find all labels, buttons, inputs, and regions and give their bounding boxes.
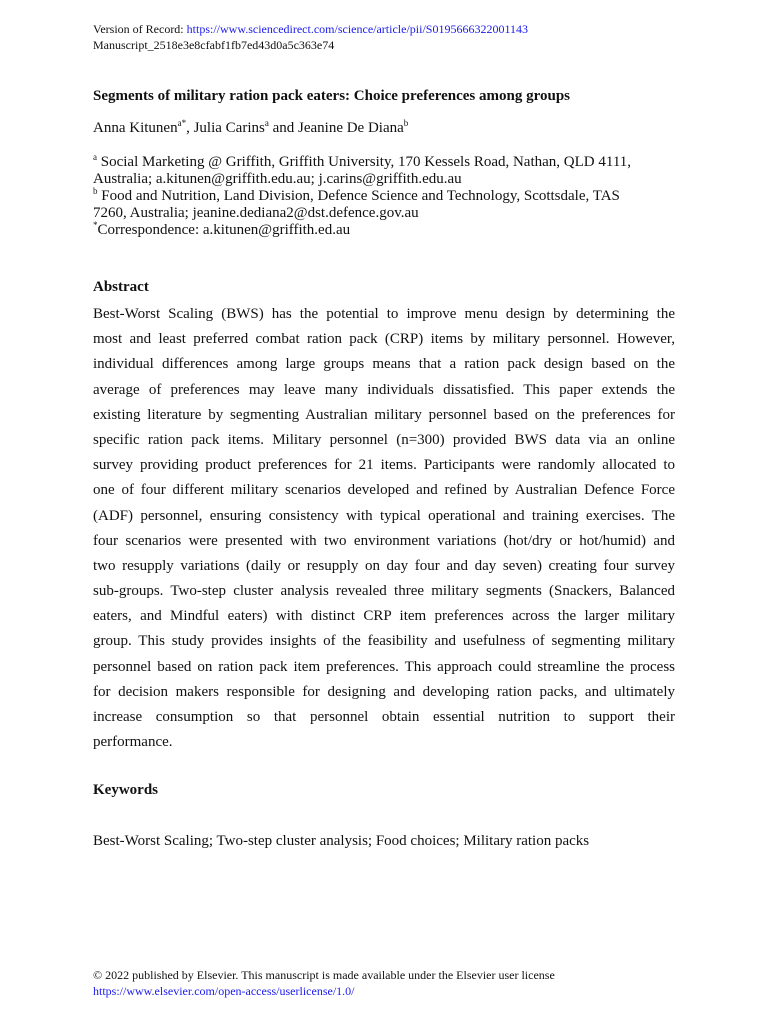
abstract-line: two resupply variations (daily or resupply on day four and day seven) creating four survey (93, 557, 675, 574)
version-of-record-line (93, 22, 528, 36)
affiliation-b-line: 7260, Australia; jeanine.dediana2@dst.defence.gov.au (93, 205, 419, 221)
affiliation-text: Food and Nutrition, Land Division, Defence Science and Technology, Scottsdale, TAS (97, 188, 620, 204)
abstract-line: specific ration pack items. Military personnel (n=300) provided BWS data via an online (93, 431, 675, 448)
abstract-line: performance. (93, 734, 173, 751)
author-name: Anna Kitunen (93, 120, 178, 136)
abstract-line: most and least preferred combat ration pack (CRP) items by military personnel. However, (93, 331, 675, 348)
author-affiliation-marker: a (264, 118, 269, 128)
author-list (93, 120, 408, 137)
abstract-line: individual differences among large groups means that a ration pack design based on the (93, 356, 675, 373)
abstract-heading: Abstract (93, 279, 149, 295)
abstract-line: sub-groups. Two-step cluster analysis revealed three military segments (Snackers, Balanced (93, 583, 675, 600)
abstract-line: increase consumption so that personnel obtain essential nutrition to support their (93, 709, 675, 725)
author-separator: and (268, 120, 298, 136)
abstract-line: average of preferences may leave many individuals dissatisfied. This paper extends the (93, 381, 675, 398)
abstract-line: existing literature by segmenting Australian military personnel based on the preferences for (93, 406, 675, 423)
abstract-line: (ADF) personnel, ensuring consistency with typical operational and training exercises. The (93, 507, 675, 524)
abstract-line: personnel based on ration pack item preferences. This approach could streamline the process (93, 658, 675, 675)
version-label: Version of Record: (93, 22, 187, 36)
affiliation-marker: b (93, 186, 98, 196)
affiliation-text: Social Marketing @ Griffith, Griffith University, 170 Kessels Road, Nathan, QLD 4111, (97, 154, 632, 170)
author-separator: , (186, 120, 194, 136)
author-affiliation-marker: a* (177, 118, 187, 128)
author-affiliation-marker: b (403, 118, 409, 128)
license-link[interactable]: https://www.elsevier.com/open-access/userlicense/1.0/ (93, 984, 355, 998)
abstract-body (93, 302, 675, 755)
affiliation-marker: a (93, 152, 97, 162)
keywords-heading: Keywords (93, 782, 158, 798)
affiliation-a-line: Australia; a.kitunen@griffith.edu.au; j.carins@griffith.edu.au (93, 171, 462, 187)
author-name: Jeanine De Diana (298, 120, 404, 136)
paper-title: Segments of military ration pack eaters: Choice preferences among groups (93, 88, 571, 104)
license-link-line (93, 984, 354, 998)
abstract-line: group. This study provides insights of the feasibility and usefulness of segmenting military (93, 633, 675, 650)
abstract-line: one of four different military scenarios developed and refined by Australian Defence Force (93, 482, 675, 499)
author-name: Julia Carins (193, 120, 265, 136)
affiliation-b-line (93, 188, 683, 205)
manuscript-id: Manuscript_2518e3e8cfabf1fb7ed43d0a5c363e74 (93, 38, 335, 52)
keywords-text: Best-Worst Scaling; Two-step cluster analysis; Food choices; Military ration packs (93, 833, 590, 849)
correspondence-marker: * (93, 220, 98, 230)
version-of-record-link[interactable]: https://www.sciencedirect.com/science/article/pii/S0195666322001143 (186, 22, 529, 36)
correspondence-text: Correspondence: a.kitunen@griffith.ed.au (97, 222, 351, 238)
affiliations (93, 154, 683, 239)
abstract-line: Best-Worst Scaling (BWS) has the potential to improve menu design by determining the (93, 306, 675, 322)
affiliation-a-line (93, 154, 683, 171)
correspondence-line (93, 222, 683, 239)
license-text: © 2022 published by Elsevier. This manuscript is made available under the Elsevier user license (93, 968, 555, 982)
abstract-line: survey providing product preferences for 21 items. Participants were randomly allocated to (93, 457, 675, 474)
abstract-line: for decision makers responsible for designing and developing ration packs, and ultimately (93, 683, 675, 700)
abstract-line: four scenarios were presented with two environment variations (hot/dry or hot/humid) and (93, 532, 675, 549)
abstract-line: eaters, and Mindful eaters) with distinct CRP item preferences across the larger military (93, 608, 675, 625)
